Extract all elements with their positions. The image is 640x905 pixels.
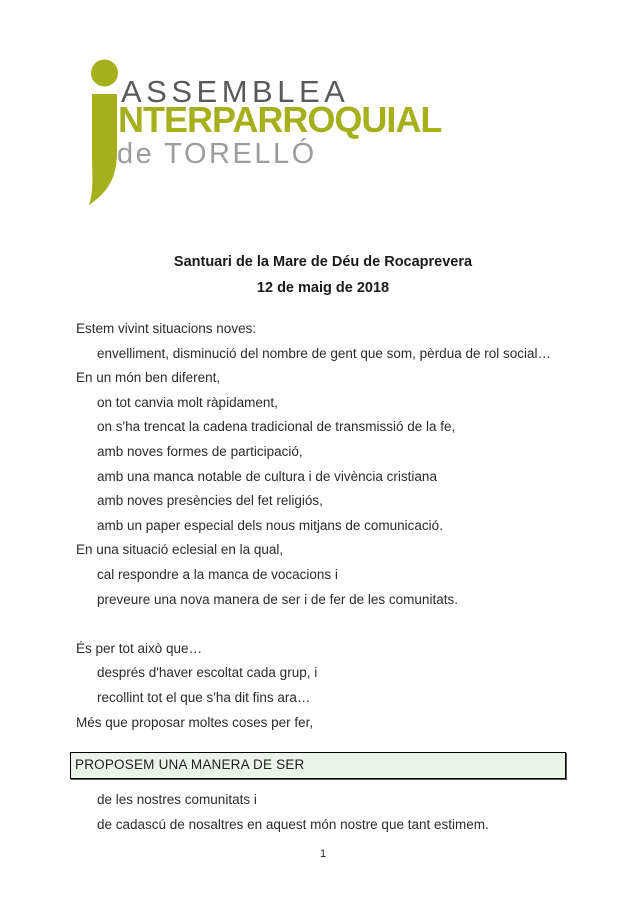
- highlight-box: [70, 752, 566, 779]
- page-number: 1: [319, 848, 327, 860]
- body-line: En un món ben diferent,: [76, 370, 221, 386]
- highlight-box-text: PROPOSEM UNA MANERA DE SER: [75, 757, 305, 773]
- body-line: cal respondre a la manca de vocacions i: [97, 566, 338, 582]
- body-lines-before-box: [76, 317, 576, 735]
- blank-line: [76, 612, 576, 637]
- body-line: de cadascú de nosaltres en aquest món nostre que tant estimem.: [97, 816, 489, 832]
- body-line: recollint tot el que s'ha dit fins ara…: [97, 689, 311, 705]
- body-line: on s'ha trencat la cadena tradicional de transmissió de la fe,: [97, 419, 456, 435]
- body-line: Més que proposar moltes coses per fer,: [76, 714, 314, 730]
- body-lines-after-box: [76, 788, 576, 837]
- document-body: [76, 317, 576, 837]
- body-line: envelliment, disminució del nombre de gent que som, pèrdua de rol social…: [97, 345, 551, 361]
- logo-word-assemblea: ASSEMBLEA: [121, 74, 350, 109]
- body-line: En una situació eclesial en la qual,: [76, 542, 284, 558]
- body-line: amb noves formes de participació,: [97, 443, 303, 459]
- body-line: preveure una nova manera de ser i de fer de les comunitats.: [97, 591, 458, 607]
- body-line: després d'haver escoltat cada grup, i: [97, 665, 318, 681]
- document-header: [76, 249, 570, 301]
- body-line: amb un paper especial dels nous mitjans de comunicació.: [97, 517, 443, 533]
- logo-word-interparroquial: NTERPARROQUIAL: [118, 99, 442, 140]
- body-line: amb una manca notable de cultura i de vivència cristiana: [97, 468, 437, 484]
- document-title: Santuari de la Mare de Déu de Rocaprevera: [173, 254, 473, 270]
- logo-word-de-torello: de TORELLÓ: [117, 138, 317, 170]
- body-line: on tot canvia molt ràpidament,: [97, 394, 278, 410]
- body-line: Estem vivint situacions noves:: [76, 321, 257, 336]
- document-date: 12 de maig de 2018: [256, 280, 390, 296]
- body-line: de les nostres comunitats i: [97, 792, 257, 808]
- body-line: És per tot això que…: [76, 640, 203, 656]
- body-line: amb noves presències del fet religiós,: [97, 493, 323, 509]
